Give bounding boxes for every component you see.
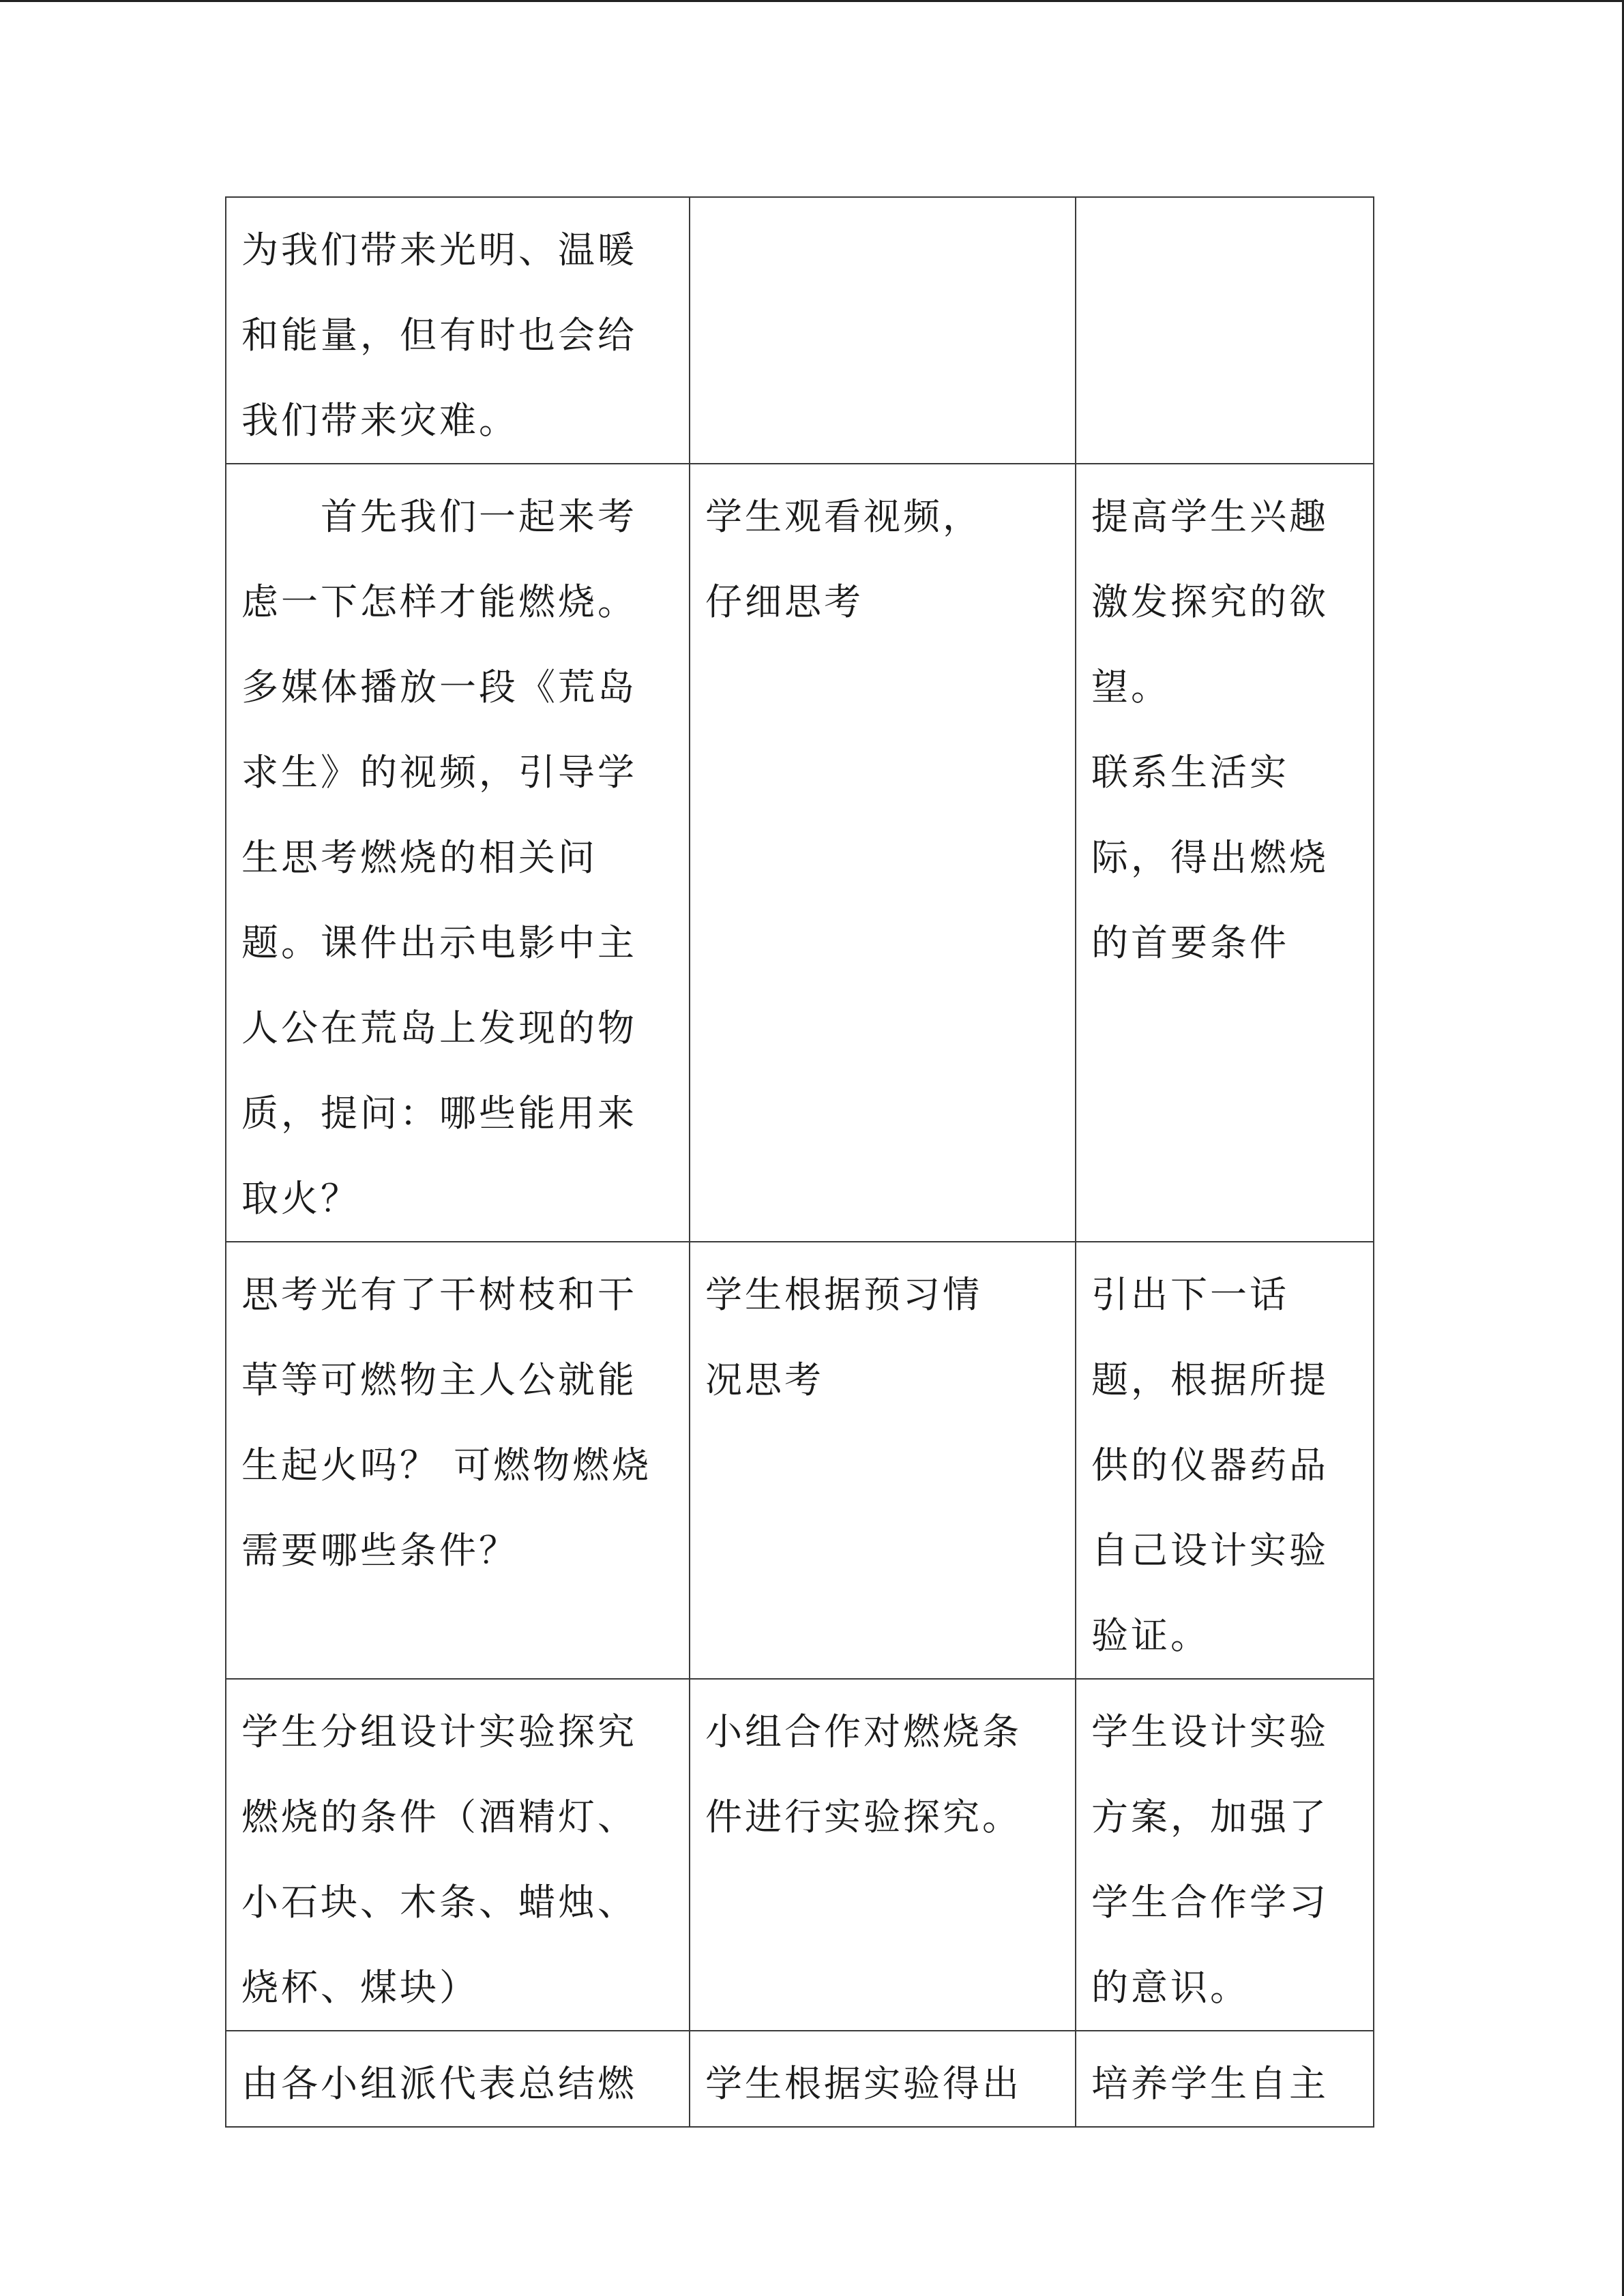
student-activity-cell [690,197,1076,464]
table-row [226,464,1374,1242]
design-intent-cell [1076,197,1374,464]
lesson-plan-table [225,196,1374,2128]
design-intent-cell: 培养学生自主 [1076,2031,1374,2127]
teacher-activity-cell: 为我们带来光明、温暖 和能量，但有时也会给 我们带来灾难。 [226,197,690,464]
teacher-activity-cell: 由各小组派代表总结燃 [226,2031,690,2127]
student-activity-cell: 小组合作对燃烧条 件进行实验探究。 [690,1679,1076,2031]
table-row [226,1242,1374,1679]
page-top-border [0,0,1624,2]
design-intent-cell: 引出下一话 题，根据所提 供的仪器药品 自己设计实验 验证。 [1076,1242,1374,1679]
student-activity-cell: 学生观看视频， 仔细思考 [690,464,1076,1242]
teacher-activity-cell: 学生分组设计实验探究 燃烧的条件（酒精灯、 小石块、木条、蜡烛、 烧杯、煤块） [226,1679,690,2031]
table-row [226,2031,1374,2127]
teacher-activity-cell: 首先我们一起来考 虑一下怎样才能燃烧。 多媒体播放一段《荒岛 求生》的视频，引导学 生思考燃烧的相关问 题。课件出示电影中主 人公在荒岛上发现的物 质，提问：哪些能用来 取火？ [226,464,690,1242]
student-activity-cell: 学生根据预习情 况思考 [690,1242,1076,1679]
design-intent-cell: 学生设计实验 方案，加强了 学生合作学习 的意识。 [1076,1679,1374,2031]
student-activity-cell: 学生根据实验得出 [690,2031,1076,2127]
table-row [226,197,1374,464]
table-row [226,1679,1374,2031]
design-intent-cell: 提高学生兴趣 激发探究的欲 望。 联系生活实 际，得出燃烧 的首要条件 [1076,464,1374,1242]
teacher-activity-cell: 思考光有了干树枝和干 草等可燃物主人公就能 生起火吗？ 可燃物燃烧 需要哪些条件？ [226,1242,690,1679]
